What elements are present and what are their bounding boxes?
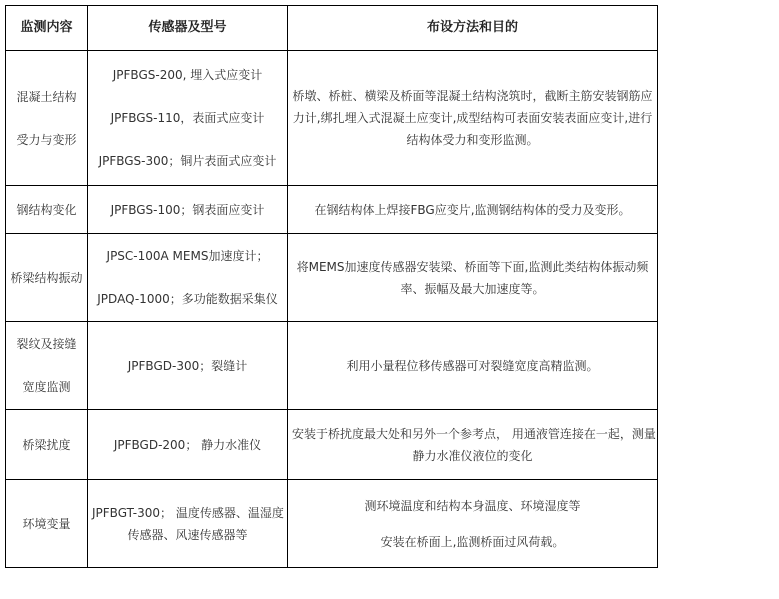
sensor-cell (88, 480, 288, 568)
table-row (6, 186, 658, 234)
monitor-content-cell (6, 51, 88, 186)
cell-line: 受力与变形 (16, 132, 77, 147)
cell-line: 传感器、风速传感器等 (127, 527, 248, 542)
table-row (6, 234, 658, 322)
cell-line: 环境变量 (22, 516, 71, 531)
method-cell (288, 410, 658, 480)
cell-line: JPDAQ-1000；多功能数据采集仪 (97, 292, 278, 306)
cell-line: 利用小量程位移传感器可对裂缝宽度高精监测。 (346, 358, 599, 373)
sensor-cell (88, 410, 288, 480)
cell-line: JPFBGT-300； 温度传感器、温湿度 (92, 505, 284, 520)
sensor-cell (88, 234, 288, 322)
cell-line: JPFBGS-110，表面式应变计 (110, 111, 265, 125)
cell-line: 率、振幅及最大加速度等。 (400, 281, 545, 296)
table-row (6, 322, 658, 410)
monitor-content-cell (6, 410, 88, 480)
cell-line: JPFBGS-300；铜片表面式应变计 (98, 154, 277, 168)
cell-line: 安装在桥面上,监测桥面过风荷载。 (380, 534, 565, 549)
method-cell (288, 234, 658, 322)
table-row (6, 480, 658, 568)
cell-line: 在钢结构体上焊接FBG应变片,监测钢结构体的受力及变形。 (314, 202, 631, 217)
header-layout-method: 布设方法和目的 (288, 6, 658, 51)
cell-line: 裂纹及接缝 (16, 337, 77, 351)
cell-line: JPFBGD-300；裂缝计 (127, 358, 248, 373)
sensor-cell (88, 322, 288, 410)
cell-line: JPSC-100A MEMS加速度计； (106, 249, 269, 263)
cell-line: JPFBGS-100；钢表面应变计 (110, 202, 265, 217)
method-cell (288, 186, 658, 234)
cell-line: 安装于桥扰度最大处和另外一个参考点， 用通液管连接在一起，测量 (292, 426, 656, 441)
monitor-content-cell (6, 322, 88, 410)
cell-line: 测环境温度和结构本身温度、环境湿度等 (364, 498, 581, 513)
cell-line: 宽度监测 (22, 380, 71, 394)
table-header-row (6, 6, 658, 51)
cell-line: 桥墩、桥桩、横梁及桥面等混凝土结构浇筑时，截断主筋安装钢筋应 (292, 89, 653, 103)
cell-line: 力计,绑扎埋入式混凝土应变计,成型结构可表面安装表面应变计,进行 (292, 111, 653, 125)
table-row (6, 410, 658, 480)
cell-line: JPFBGD-200； 静力水准仪 (113, 437, 262, 452)
sensor-cell (88, 51, 288, 186)
cell-line: 钢结构变化 (16, 202, 77, 217)
monitoring-table (5, 5, 658, 568)
monitor-content-cell (6, 234, 88, 322)
cell-line: 桥梁结构振动 (10, 270, 83, 285)
header-sensor-model: 传感器及型号 (88, 6, 288, 51)
monitor-content-cell (6, 480, 88, 568)
header-monitor-content: 监测内容 (6, 6, 88, 51)
cell-line: 结构体受力和变形监测。 (406, 133, 539, 147)
sensor-cell (88, 186, 288, 234)
method-cell (288, 480, 658, 568)
cell-line: 桥梁扰度 (22, 437, 71, 452)
cell-line: JPFBGS-200, 埋入式应变计 (112, 68, 263, 82)
cell-line: 将MEMS加速度传感器安装梁、桥面等下面,监测此类结构体振动频 (296, 259, 649, 274)
cell-line: 静力水准仪液位的变化 (412, 448, 533, 463)
monitor-content-cell (6, 186, 88, 234)
method-cell (288, 51, 658, 186)
table-row (6, 51, 658, 186)
cell-line: 混凝土结构 (16, 89, 77, 104)
method-cell (288, 322, 658, 410)
